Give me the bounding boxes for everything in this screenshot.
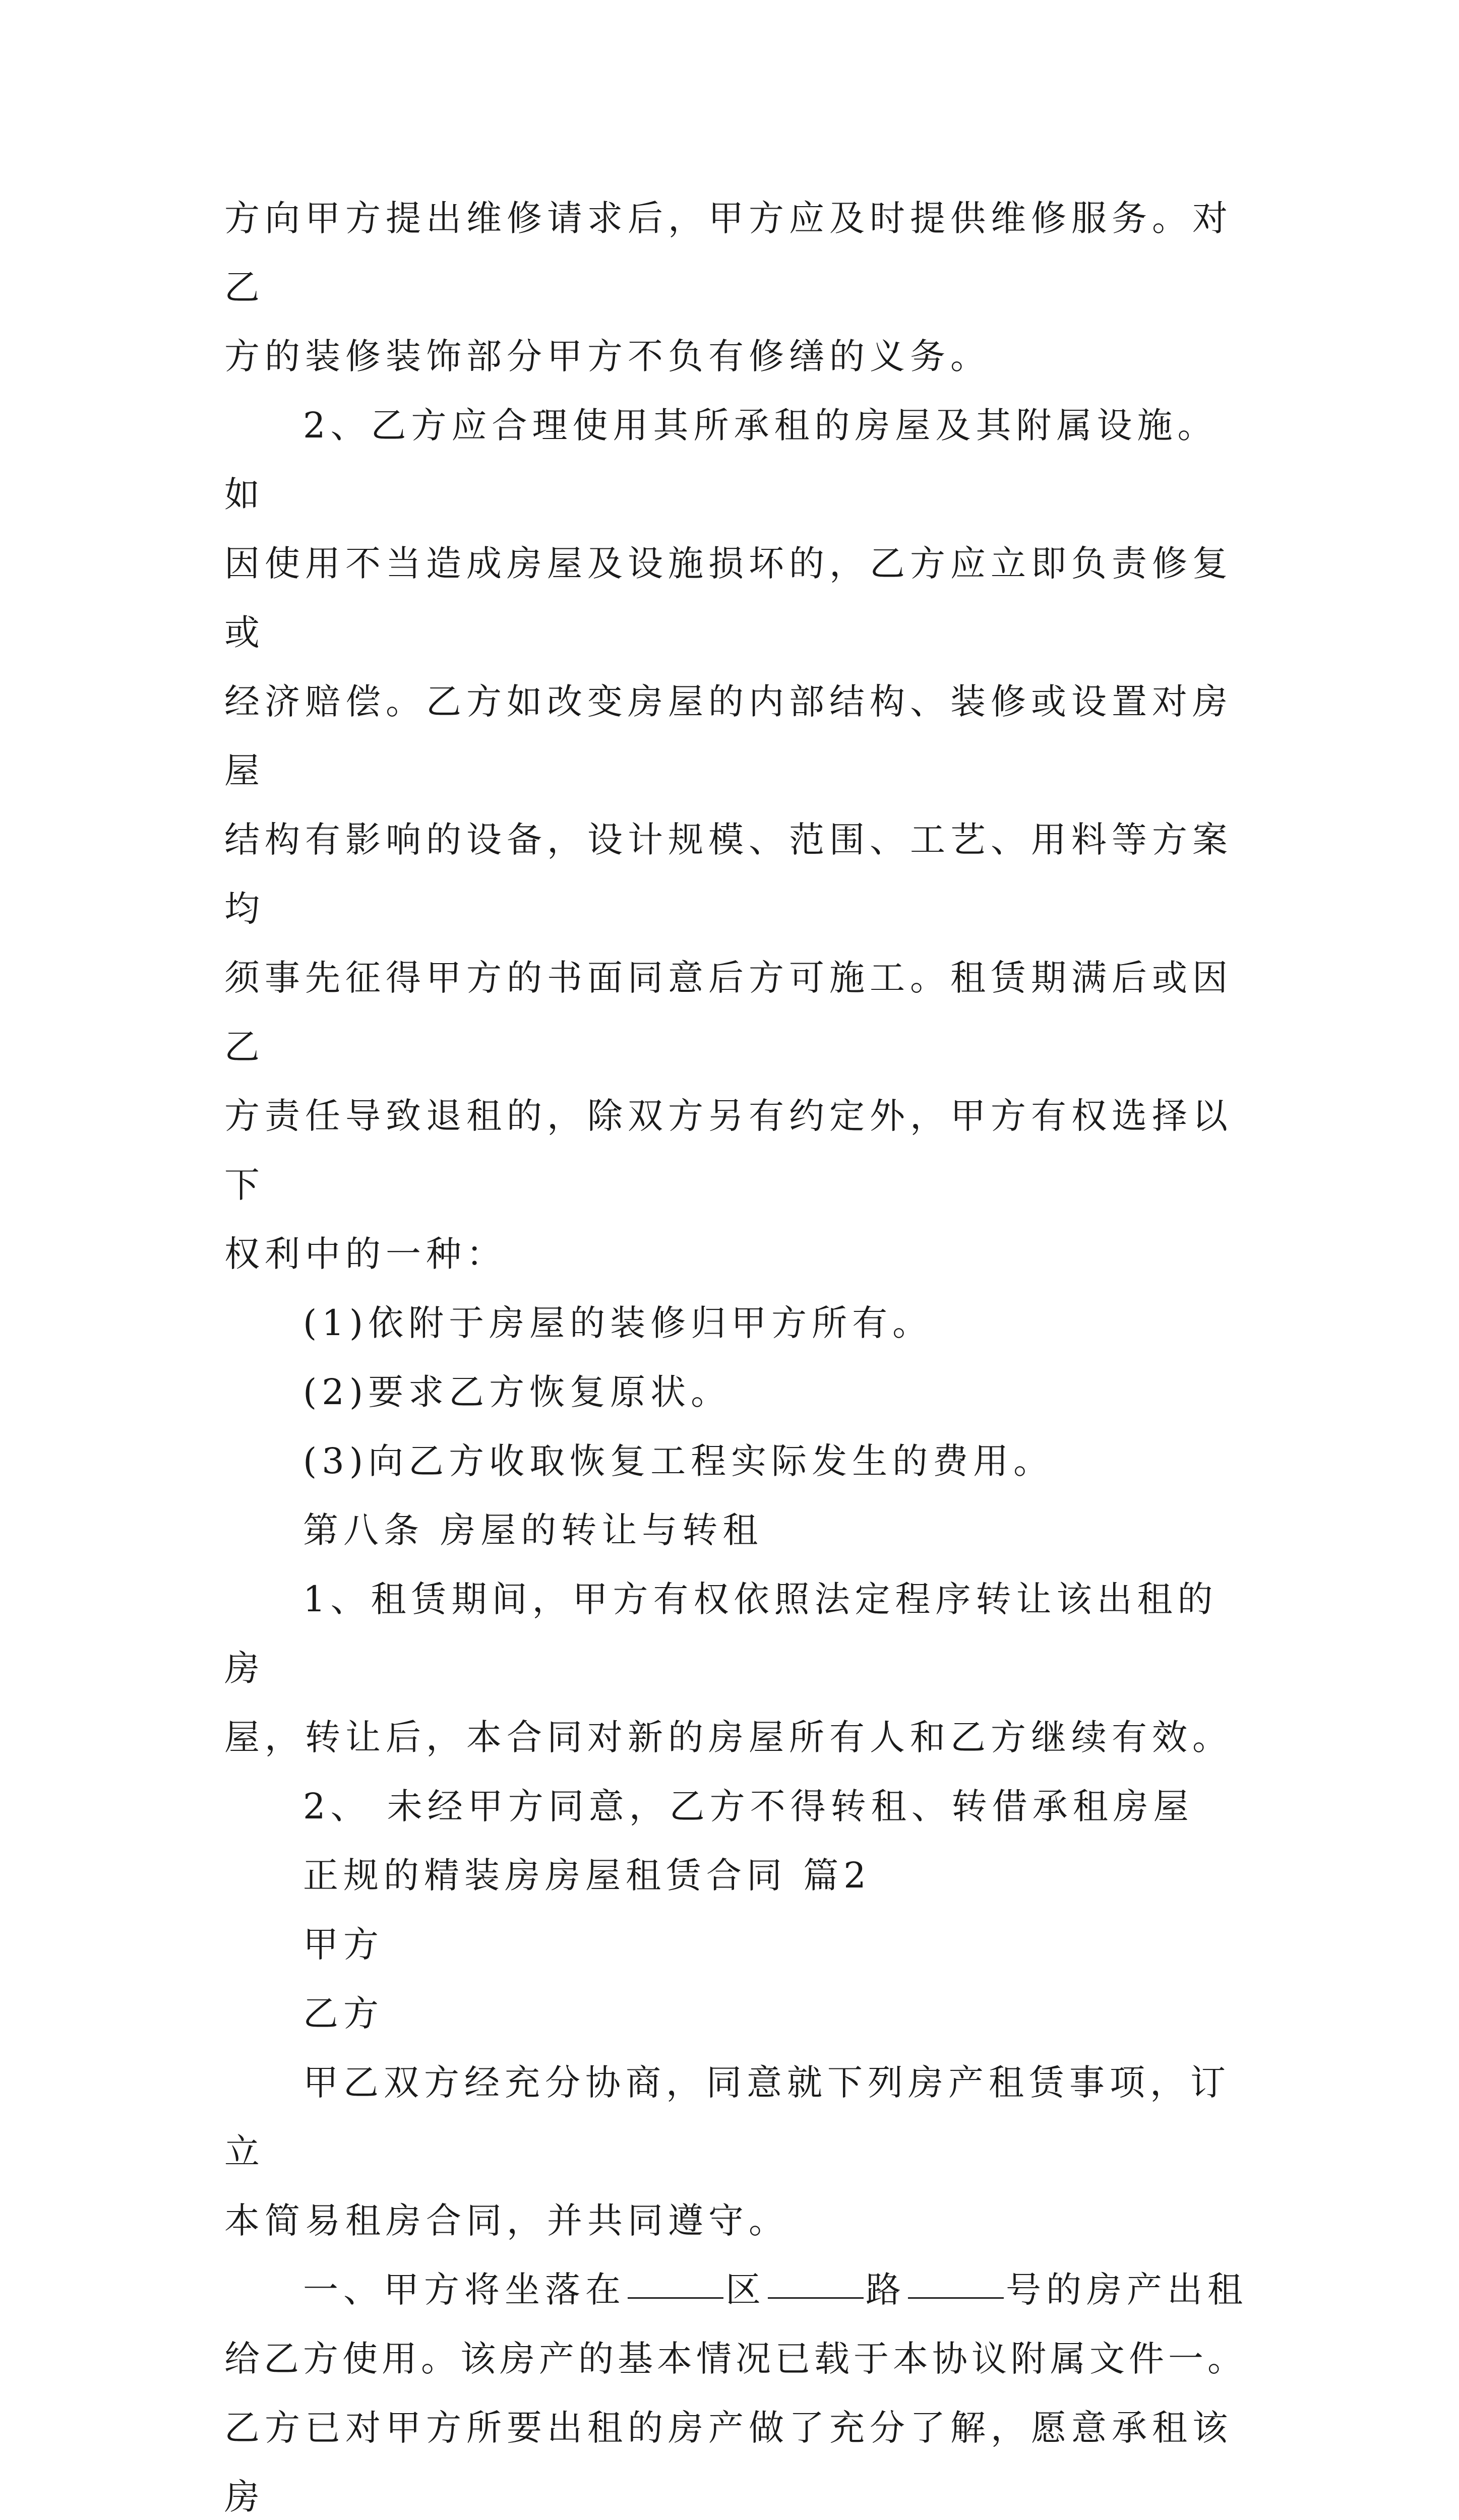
text-line: 甲乙双方经充分协商，同意就下列房产租赁事项，订立: [224, 2062, 1231, 2172]
list-item: (3)向乙方收取恢复工程实际发生的费用。: [303, 1440, 1054, 1482]
text-line: 屋，转让后，本合同对新的房屋所有人和乙方继续有效。: [224, 1717, 1233, 1758]
text-line: 乙方已对甲方所要出租的房产做了充分了解，愿意承租该房: [224, 2407, 1233, 2517]
party-b-label: 乙方: [303, 1993, 384, 2034]
text-line: 给乙方使用。该房产的基本情况已载于本协议附属文件一。: [224, 2338, 1247, 2379]
address-line: [224, 2255, 1253, 2324]
text-line: 本简易租房合同，并共同遵守。: [224, 2200, 789, 2241]
text-line: 方责任导致退租的，除双方另有约定外，甲方有权选择以下: [224, 1095, 1233, 1206]
text-line: 2、 未经甲方同意，乙方不得转租、转借承租房屋: [303, 1786, 1194, 1827]
text-line: 2、乙方应合理使用其所承租的房屋及其附属设施。如: [224, 405, 1218, 515]
text-line: 经济赔偿。乙方如改变房屋的内部结构、装修或设置对房屋: [224, 681, 1233, 791]
section-heading: 第八条 房屋的转让与转租: [303, 1509, 763, 1551]
number-blank: [908, 2297, 1004, 2299]
text-line: 结构有影响的设备，设计规模、范围、工艺、用料等方案均: [224, 819, 1233, 929]
list-item: (1)依附于房屋的装修归甲方所有。: [303, 1302, 933, 1344]
address-text: 号的房产出租: [1006, 2269, 1248, 2310]
address-text: 路: [866, 2269, 906, 2310]
list-item: (2)要求乙方恢复原状。: [303, 1371, 732, 1413]
address-text: 区: [725, 2269, 766, 2310]
district-blank: [628, 2297, 723, 2299]
document-body: [224, 184, 1253, 2520]
party-a-label: 甲方: [303, 1924, 384, 1965]
text-line: 1、租赁期间，甲方有权依照法定程序转让该出租的房: [224, 1579, 1218, 1689]
address-text: 一、甲方将坐落在: [303, 2269, 626, 2310]
text-line: 因使用不当造成房屋及设施损坏的，乙方应立即负责修复或: [224, 543, 1233, 653]
text-line: 方的装修装饰部分甲方不负有修缮的义务。: [224, 336, 991, 377]
contract-title: 正规的精装房房屋租赁合同 篇2: [303, 1855, 871, 1896]
text-line: 权利中的一种：: [224, 1233, 507, 1275]
road-blank: [768, 2297, 864, 2299]
text-line: 方向甲方提出维修请求后，甲方应及时提供维修服务。对乙: [224, 198, 1233, 308]
text-line: 须事先征得甲方的书面同意后方可施工。租赁期满后或因乙: [224, 957, 1233, 1067]
